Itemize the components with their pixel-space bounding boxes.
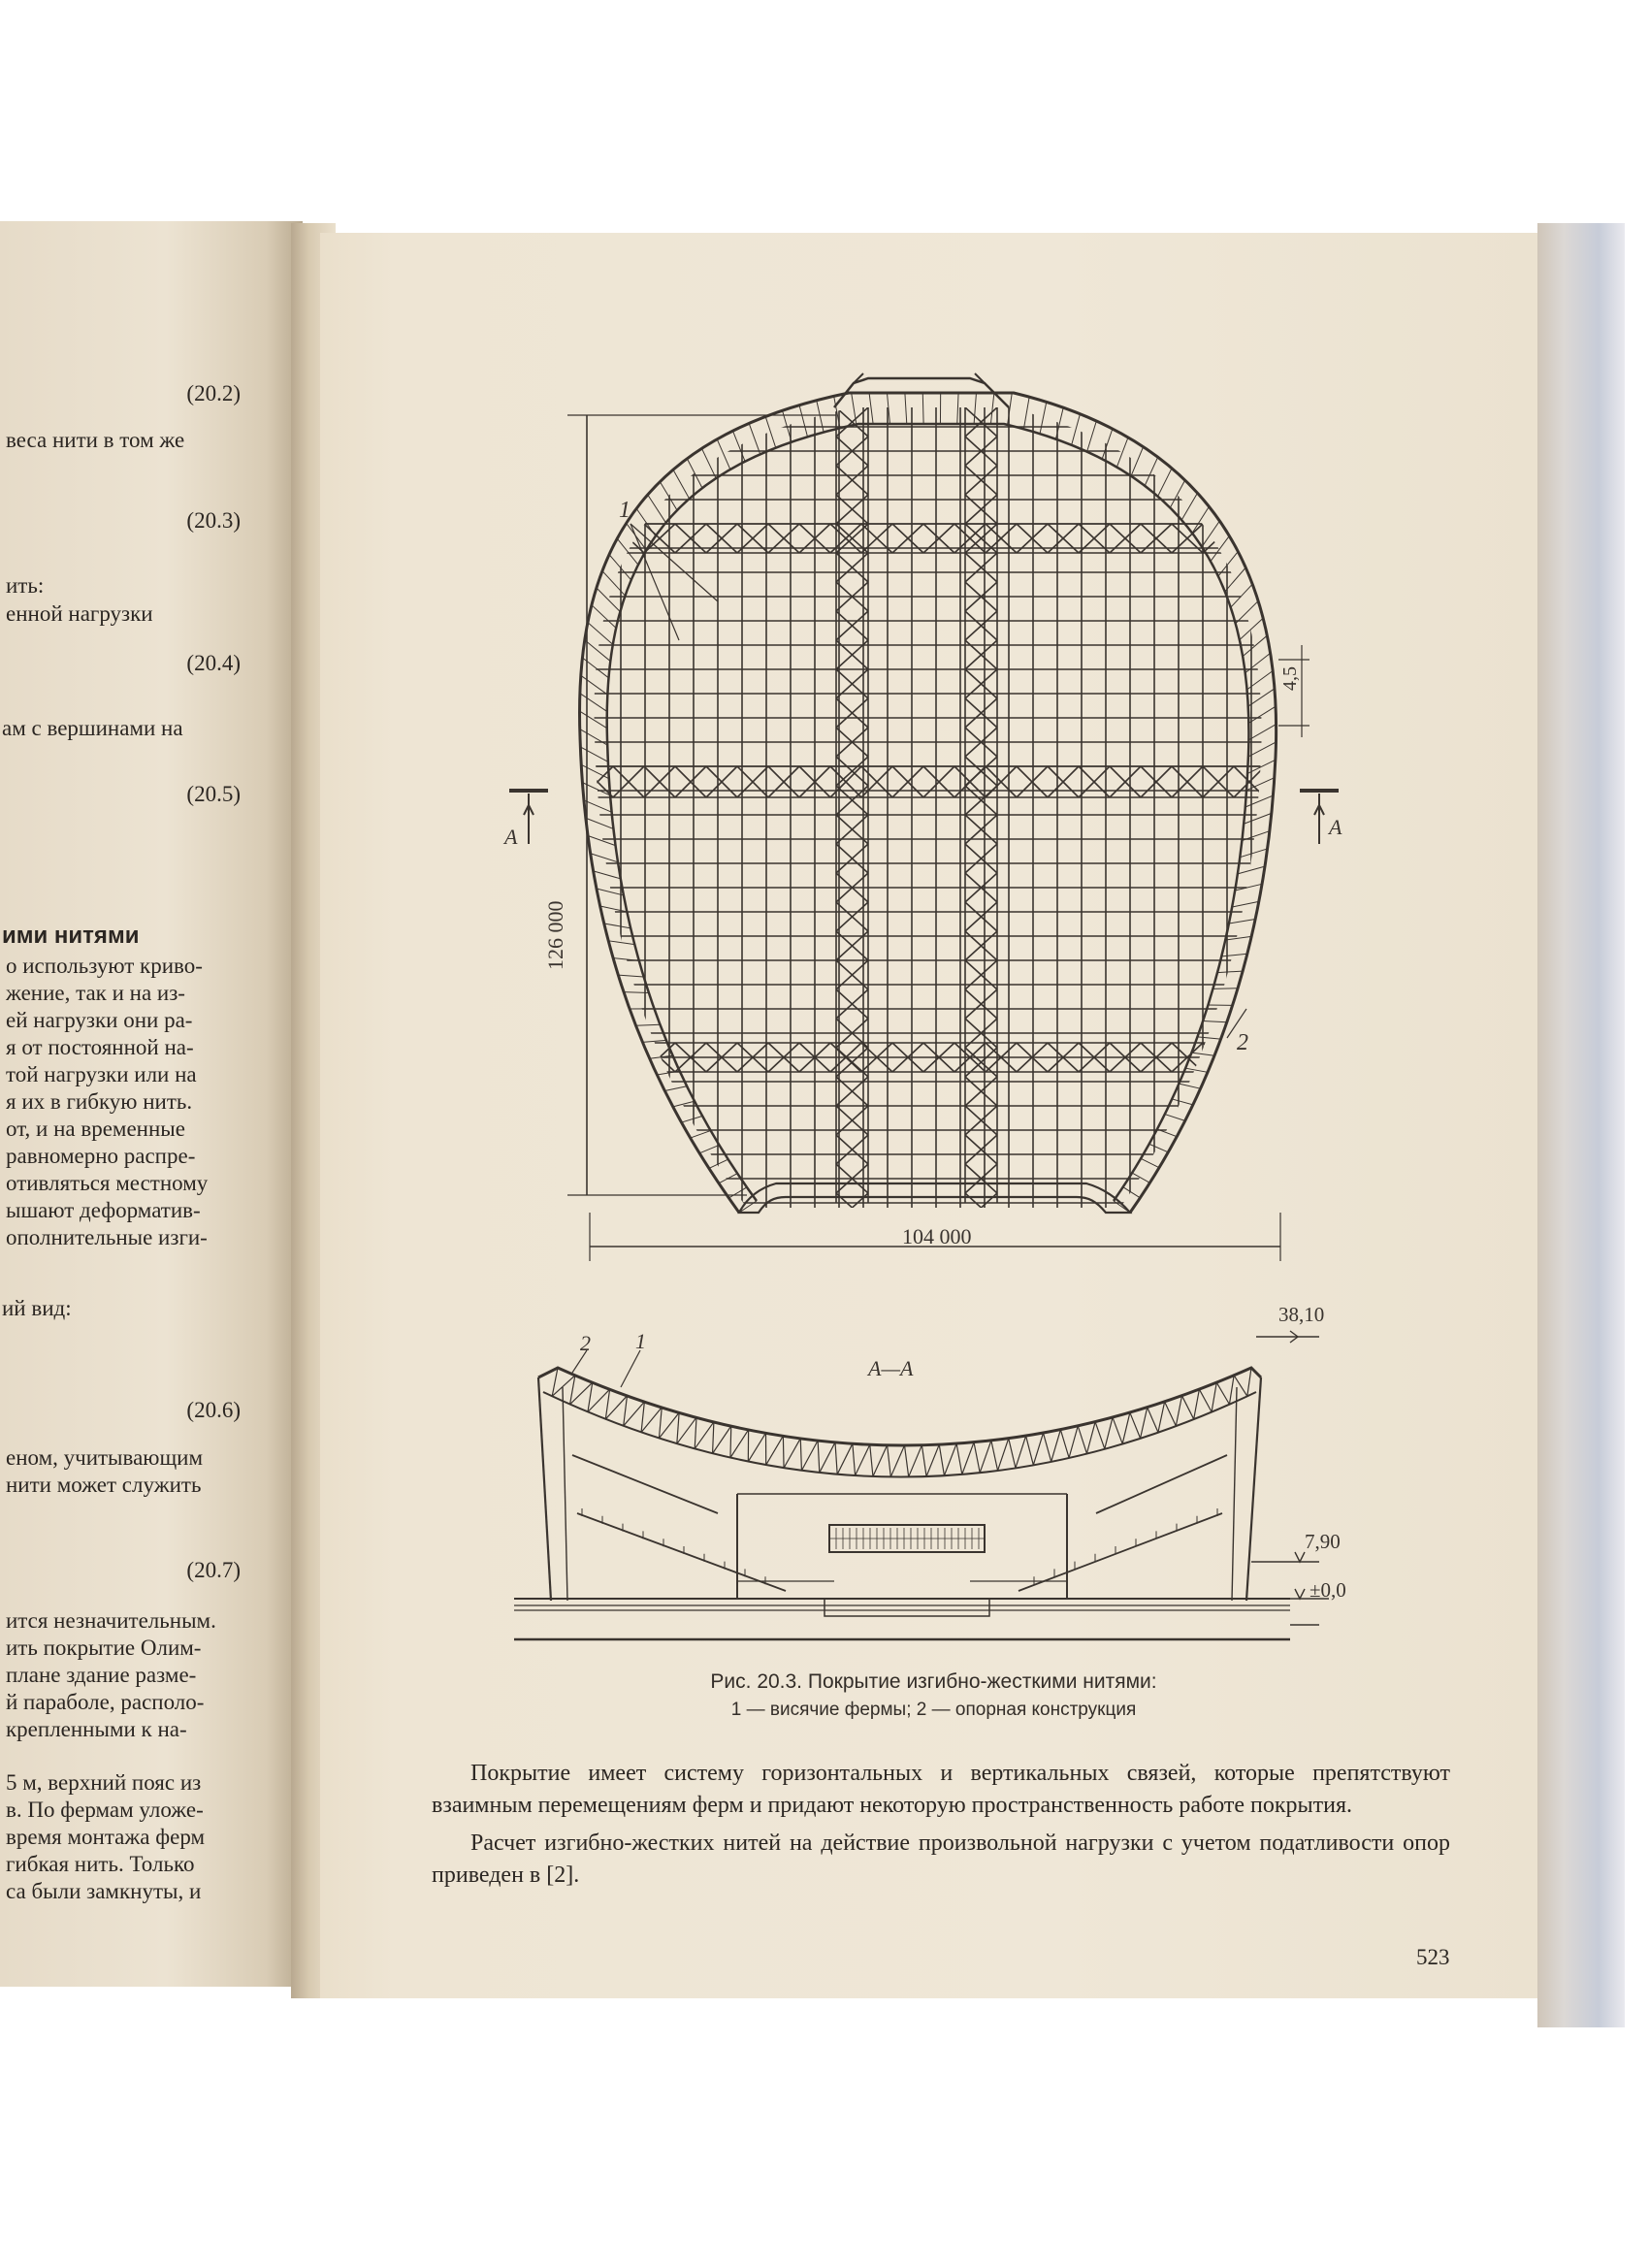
- ring-hatch: [1225, 567, 1245, 592]
- truss-web: [659, 1408, 662, 1439]
- equation-number: (20.5): [186, 782, 241, 806]
- text-line: ится незначительным.: [6, 1608, 216, 1633]
- page-number: 523: [1416, 1945, 1450, 1969]
- section-view: [514, 1331, 1329, 1639]
- truss-web: [730, 1426, 731, 1458]
- truss-web: [677, 1412, 679, 1443]
- ring-hatch: [749, 423, 760, 454]
- truss-web: [974, 1442, 980, 1473]
- truss-web: [800, 1439, 801, 1471]
- ring-hatch: [869, 393, 873, 424]
- truss-web: [980, 1441, 991, 1473]
- truss-web: [837, 1443, 853, 1474]
- ring-hatch: [1192, 1053, 1214, 1055]
- truss-web: [1026, 1436, 1034, 1465]
- text-line: той нагрузки или на: [6, 1062, 197, 1086]
- truss-web: [1060, 1430, 1069, 1458]
- bracing-diagonal: [1265, 1043, 1296, 1072]
- ring-hatch: [664, 1086, 687, 1091]
- truss-web: [659, 1412, 679, 1438]
- truss-web: [1051, 1430, 1061, 1462]
- ring-hatch: [1165, 1115, 1185, 1121]
- truss-web: [641, 1408, 662, 1433]
- ring-hatch: [957, 393, 958, 424]
- bracing-diagonal: [1234, 524, 1265, 553]
- truss-web: [1165, 1402, 1177, 1426]
- truss-web: [677, 1417, 696, 1443]
- truss-web: [1130, 1412, 1141, 1438]
- truss-web: [956, 1443, 962, 1474]
- ring-hatch: [585, 640, 611, 662]
- ring-hatch: [1087, 421, 1097, 452]
- text-line: са были замкнуты, и: [6, 1879, 202, 1903]
- section-label-1: 1: [635, 1329, 646, 1353]
- ring-hatch: [701, 448, 716, 478]
- ring-hatch: [586, 818, 614, 828]
- text-line: й параболе, располо-: [6, 1690, 205, 1714]
- text-line: плане здание разме-: [6, 1663, 197, 1687]
- truss-web: [1158, 1402, 1165, 1433]
- truss-web: [801, 1441, 818, 1471]
- truss-web: [784, 1439, 800, 1468]
- ring-hatch: [1131, 447, 1144, 476]
- equation-number: (20.6): [186, 1398, 241, 1422]
- truss-web: [835, 1442, 837, 1474]
- truss-web: [730, 1430, 749, 1458]
- ring-hatch: [1248, 706, 1276, 723]
- text-line: равномерно распре-: [6, 1144, 196, 1168]
- text-line: енной нагрузки: [6, 601, 153, 626]
- truss-web: [853, 1443, 856, 1475]
- truss-web: [820, 1442, 835, 1473]
- ring-hatch: [922, 393, 923, 424]
- ring-hatch: [617, 538, 638, 565]
- ring-hatch: [1170, 480, 1184, 507]
- truss-web: [939, 1444, 944, 1475]
- section-label-2: 2: [580, 1331, 591, 1355]
- truss-web: [695, 1422, 714, 1449]
- ring-hatch: [1243, 635, 1267, 656]
- elevation-top: 38,10: [1278, 1303, 1325, 1326]
- ring-hatch: [1221, 954, 1246, 956]
- truss-web: [1086, 1422, 1095, 1454]
- ring-hatch: [682, 1116, 702, 1122]
- text-line: отивляться местному: [6, 1171, 209, 1195]
- ring-hatch: [597, 889, 624, 895]
- paragraph: Покрытие имеет систему горизонтальных и вертикальных связей, которые препятствуют взаимным перемещениям ферм и придают некоторую пространственность работе покрытия.: [432, 1761, 1450, 1818]
- truss-web: [766, 1436, 784, 1465]
- ring-hatch: [1141, 1158, 1159, 1167]
- ring-hatch: [636, 1024, 661, 1025]
- ring-hatch: [580, 694, 607, 712]
- text-line: еном, учитывающим: [6, 1445, 204, 1470]
- bracing-diagonal: [1265, 766, 1296, 797]
- ring-hatch: [1172, 1099, 1193, 1105]
- text-line: ополнительные изги-: [6, 1225, 208, 1249]
- truss-web: [1247, 1368, 1251, 1396]
- ring-hatch: [648, 495, 666, 523]
- truss-web: [1194, 1389, 1200, 1419]
- ring-hatch: [691, 1131, 711, 1138]
- truss-web: [818, 1441, 820, 1473]
- ring-hatch: [1102, 429, 1113, 459]
- ring-hatch: [1040, 402, 1047, 434]
- ring-hatch: [592, 605, 616, 629]
- truss-web: [873, 1445, 888, 1476]
- bracing-diagonal: [613, 1043, 644, 1072]
- plan-label-2: 2: [1237, 1030, 1248, 1055]
- truss-web: [890, 1445, 904, 1476]
- section-mark-right: A: [1329, 815, 1342, 839]
- ring-hatch: [580, 711, 607, 729]
- ring-hatch: [799, 405, 807, 437]
- truss-web: [748, 1433, 765, 1461]
- truss-web: [870, 1444, 873, 1476]
- equation-number: (20.4): [186, 651, 241, 675]
- ring-hatch: [1236, 601, 1258, 624]
- ring-hatch: [1192, 506, 1209, 533]
- ring-hatch: [990, 393, 993, 424]
- ring-hatch: [1248, 689, 1275, 706]
- truss-web: [1212, 1382, 1216, 1411]
- truss-web: [713, 1422, 714, 1454]
- text-line: ить покрытие Олим-: [6, 1636, 202, 1660]
- text-line: нити может служить: [6, 1473, 202, 1497]
- truss-web: [624, 1402, 645, 1426]
- ring-hatch: [1225, 936, 1251, 940]
- plan-view: [509, 373, 1339, 1261]
- ring-hatch: [608, 941, 634, 945]
- truss-web: [888, 1445, 891, 1477]
- ring-hatch: [1240, 849, 1267, 858]
- text-line: ам с вершинами на: [2, 716, 183, 740]
- figure-caption-title: Рис. 20.3. Покрытие изгибно-жесткими нитями:: [710, 1670, 1157, 1693]
- text-line: я от постоянной на-: [6, 1035, 194, 1059]
- truss-web: [1216, 1382, 1229, 1404]
- ring-hatch: [1145, 457, 1157, 486]
- truss-web: [1176, 1396, 1181, 1426]
- plan-label-1: 1: [619, 498, 630, 523]
- ring-hatch: [1116, 437, 1128, 468]
- equation-number: (20.3): [186, 508, 241, 533]
- truss-web: [1182, 1396, 1194, 1419]
- truss-web: [922, 1445, 926, 1476]
- text-line: веса нити в том же: [6, 428, 185, 452]
- truss-web: [1199, 1389, 1212, 1411]
- truss-web: [1009, 1439, 1016, 1468]
- ring-hatch: [581, 675, 608, 695]
- plan-dimension-spacing: 4,5: [1279, 666, 1301, 691]
- truss-web: [695, 1417, 696, 1448]
- ring-hatch: [1232, 901, 1259, 907]
- ring-hatch: [1229, 919, 1255, 923]
- bracing-diagonal: [1234, 524, 1265, 553]
- ring-hatch: [717, 439, 730, 470]
- ring-hatch: [1202, 521, 1219, 547]
- truss-web: [1122, 1412, 1130, 1443]
- section-title: А—А: [868, 1356, 914, 1380]
- ring-hatch: [591, 854, 618, 862]
- truss-web: [1044, 1433, 1051, 1461]
- ring-hatch: [905, 393, 907, 424]
- ring-hatch: [588, 836, 615, 846]
- truss-web: [1069, 1426, 1078, 1458]
- paragraph: Расчет изгибно-жестких нитей на действие произвольной нагрузки с учетом податливости опор приведен в [2].: [432, 1831, 1450, 1888]
- truss-web: [944, 1443, 956, 1475]
- equation-number: (20.7): [186, 1558, 241, 1582]
- figure-caption-legend: 1 — висячие фермы; 2 — опорная конструкция: [730, 1700, 1137, 1720]
- ring-hatch: [584, 800, 612, 812]
- ring-hatch: [1023, 397, 1029, 429]
- bracing-diagonal: [613, 1043, 644, 1072]
- text-line: ий вид:: [2, 1296, 72, 1320]
- text-line: время монтажа ферм: [6, 1825, 206, 1849]
- text-line: ышают деформатив-: [6, 1198, 201, 1222]
- ring-hatch: [594, 871, 621, 879]
- truss-web: [783, 1436, 784, 1468]
- ring-hatch: [673, 470, 690, 499]
- truss-web: [962, 1442, 974, 1474]
- truss-web: [1113, 1417, 1122, 1443]
- ring-hatch: [1212, 988, 1238, 989]
- ring-hatch: [1123, 1187, 1141, 1198]
- ring-hatch: [604, 923, 630, 928]
- ring-hatch: [728, 1187, 747, 1198]
- truss-web: [641, 1402, 644, 1433]
- bracing-diagonal: [1265, 1043, 1296, 1072]
- text-line: в. По фермам уложе-: [6, 1798, 204, 1822]
- ring-hatch: [1248, 725, 1276, 740]
- truss-web: [1229, 1376, 1234, 1405]
- elevation-middle: 7,90: [1305, 1530, 1341, 1553]
- text-line: о используют криво-: [6, 954, 203, 978]
- text-line: от, и на временные: [6, 1117, 185, 1141]
- text-line: крепленными к на-: [6, 1717, 187, 1741]
- ring-hatch: [1149, 1144, 1169, 1152]
- truss-web: [998, 1439, 1009, 1471]
- ring-hatch: [1158, 469, 1172, 497]
- text-line: гибкая нить. Только: [6, 1852, 195, 1876]
- plan-dimension-height: 126 000: [543, 900, 567, 970]
- ring-hatch: [974, 393, 976, 424]
- bracing-diagonal: [1265, 766, 1296, 797]
- equation-number: (20.2): [186, 381, 241, 405]
- truss-web: [1105, 1417, 1113, 1448]
- ring-hatch: [597, 588, 620, 612]
- elevation-ground: ±0,0: [1310, 1578, 1346, 1602]
- text-line: жение, так и на из-: [6, 981, 185, 1005]
- truss-web: [926, 1444, 939, 1476]
- section-heading: ими нитями: [2, 923, 140, 949]
- truss-web: [909, 1445, 922, 1477]
- ring-hatch: [1238, 866, 1265, 874]
- ring-hatch: [580, 729, 607, 746]
- ring-hatch: [1217, 971, 1243, 973]
- truss-web: [905, 1445, 909, 1476]
- ring-hatch: [642, 1040, 665, 1042]
- ring-hatch: [613, 958, 639, 961]
- truss-web: [713, 1426, 731, 1453]
- ring-hatch: [1157, 1129, 1177, 1137]
- truss-web: [1078, 1426, 1086, 1453]
- ring-hatch: [602, 571, 626, 596]
- truss-web: [1141, 1408, 1148, 1439]
- truss-web: [991, 1441, 998, 1471]
- ring-hatch: [1181, 493, 1197, 520]
- bracing-diagonal: [1265, 524, 1296, 553]
- ring-hatch: [588, 623, 613, 645]
- ring-hatch: [618, 975, 643, 977]
- text-line: 5 м, верхний пояс из: [6, 1770, 202, 1795]
- ring-hatch: [580, 747, 608, 761]
- ring-hatch: [1179, 1084, 1200, 1088]
- section-mark-left: A: [504, 825, 518, 849]
- ring-hatch: [1072, 414, 1081, 445]
- ring-hatch: [600, 906, 628, 912]
- text-line: я их в гибкую нить.: [6, 1089, 193, 1114]
- support-ring-hatching: [580, 393, 1277, 1213]
- plan-dimension-width: 104 000: [902, 1224, 972, 1248]
- truss-web: [624, 1396, 628, 1426]
- ring-hatch: [732, 431, 745, 462]
- ring-hatch: [1248, 742, 1277, 757]
- body-text: [432, 1758, 1450, 1892]
- text-line: ить:: [6, 573, 45, 598]
- ring-hatch: [687, 459, 702, 488]
- ring-hatch: [1242, 831, 1269, 841]
- truss-web: [1148, 1408, 1158, 1433]
- truss-web: [1095, 1422, 1105, 1449]
- truss-web: [1033, 1433, 1043, 1465]
- text-line: ей нагрузки они ра-: [6, 1008, 193, 1032]
- ring-hatch: [699, 1145, 719, 1152]
- ring-hatch: [1231, 584, 1252, 607]
- truss-web: [856, 1444, 870, 1475]
- truss-web: [1016, 1436, 1026, 1468]
- ring-hatch: [1198, 1037, 1221, 1039]
- bracing-diagonal: [1265, 524, 1296, 553]
